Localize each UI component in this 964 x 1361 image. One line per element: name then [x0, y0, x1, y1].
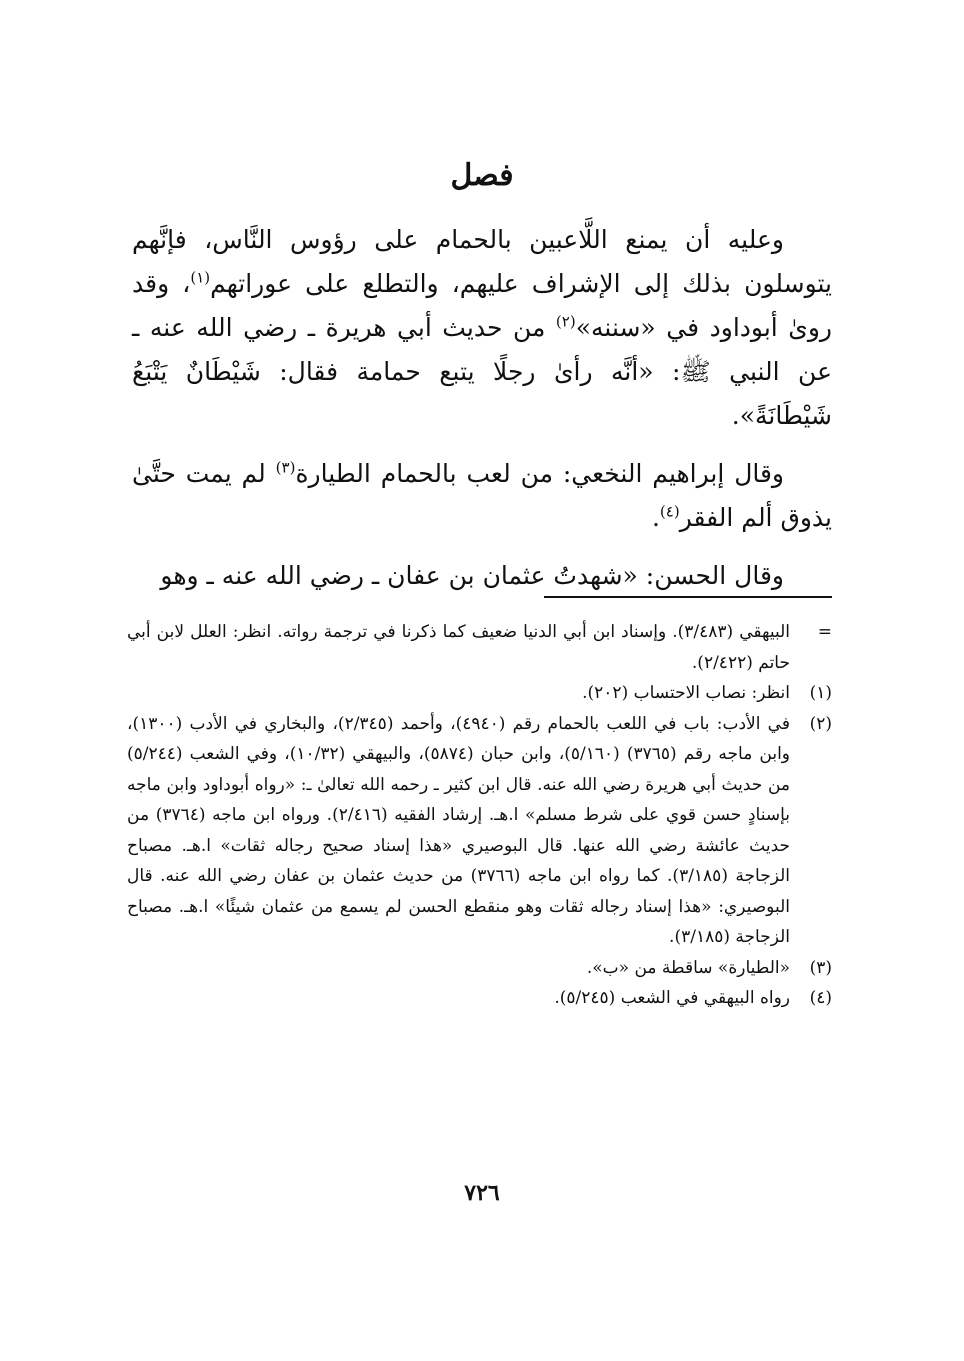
paragraph-2	[132, 452, 832, 540]
footnote-text: «الطيارة» ساقطة من «ب».	[586, 957, 790, 978]
paragraph-1-text-c: من حديث أبي هريرة ـ رضي الله عنه ـ عن النبي ﷺ: «أنَّه رأىٰ رجلًا يتبع حمامة فقال: شَيْطَانٌ يَتْبَعُ شَيْطَانَةً».	[132, 313, 832, 430]
footnote-text: البيهقي (٣/٤٨٣). وإسناد ابن أبي الدنيا ضعيف كما ذكرنا في ترجمة رواته. انظر: العلل لابن أبي حاتم (٢/٤٢٢).	[127, 622, 790, 673]
footnote-number: (١)	[809, 683, 832, 703]
paragraph-2-text-a: وقال إبراهيم النخعي: من لعب بالحمام الطيارة	[295, 459, 784, 488]
footnote-ref-2[interactable]: (٢)	[555, 312, 576, 331]
footnote-number: (٣)	[809, 957, 832, 978]
footnote-text: انظر: نصاب الاحتساب (٢٠٢).	[582, 683, 790, 703]
footnote-continued	[127, 617, 832, 678]
page-number: ٧٢٦	[464, 1180, 500, 1206]
paragraph-1-text-a: وعليه أن يمنع اللَّاعبين بالحمام على رؤوس النَّاس، فإنَّهم يتوسلون بذلك إلى الإشراف عليهم، والتطلع على عوراتهم	[132, 225, 832, 298]
footnote-1	[127, 678, 832, 709]
footnote-divider	[544, 596, 832, 598]
footnote-number: (٤)	[809, 988, 832, 1008]
footnote-number: (٢)	[809, 713, 832, 734]
footnote-text: رواه البيهقي في الشعب (٥/٢٤٥).	[554, 988, 790, 1008]
paragraph-1	[132, 218, 832, 438]
paragraph-3	[132, 554, 832, 598]
footnote-text: في الأدب: باب في اللعب بالحمام رقم (٤٩٤٠)، وأحمد (٢/٣٤٥)، والبخاري في الأدب (١٣٠٠)، وابن ماجه رقم (٣٧٦٥) (٥/١٦٠)، وابن حبان (٥٨٧٤)، والبيهقي (١٠/٣٢)، وفي الشعب (٥/٢٤٤) من حديث أبي هريرة رضي الله عنه. قال ابن كثير ـ رحمه الله تعالىٰ ـ: «رواه أبوداود وابن ماجه بإسنادٍ حسن قوي على شرط مسلم» ا.هـ. إرشاد الفقيه (٢/٤١٦). ورواه ابن ماجه (٣٧٦٤) من حديث عائشة رضي الله عنها. قال البوصيري «هذا إسناد صحيح رجاله ثقات» ا.هـ. مصباح الزجاجة (٣/١٨٥). كما رواه ابن ماجه (٣٧٦٦) من حديث عثمان بن عفان رضي الله عنه. قال البوصيري: «هذا إسناد رجاله ثقات وهو منقطع الحسن لم يسمع من عثمان شيئًا» ا.هـ. مصباح الزجاجة (٣/١٨٥).	[127, 713, 790, 947]
paragraph-2-text-c: .	[651, 503, 660, 532]
footnote-3	[127, 953, 832, 984]
footnote-ref-3[interactable]: (٣)	[275, 458, 296, 477]
footnote-ref-1[interactable]: (١)	[190, 268, 211, 287]
main-text	[132, 218, 832, 612]
footnote-ref-4[interactable]: (٤)	[659, 502, 680, 521]
footnote-4	[127, 983, 832, 1014]
footnotes	[127, 617, 832, 1014]
section-title: فصل	[450, 158, 514, 193]
paragraph-2-text-b: لم يمت حتَّىٰ يذوق ألم الفقر	[132, 459, 832, 532]
paragraph-3-text: وقال الحسن: «شهدتُ عثمان بن عفان ـ رضي الله عنه ـ وهو	[160, 561, 784, 590]
paragraph-1-text-b: ، وقد روىٰ أبوداود في «سننه»	[132, 269, 832, 342]
footnote-marker: =	[817, 622, 832, 642]
footnote-2	[127, 709, 832, 953]
